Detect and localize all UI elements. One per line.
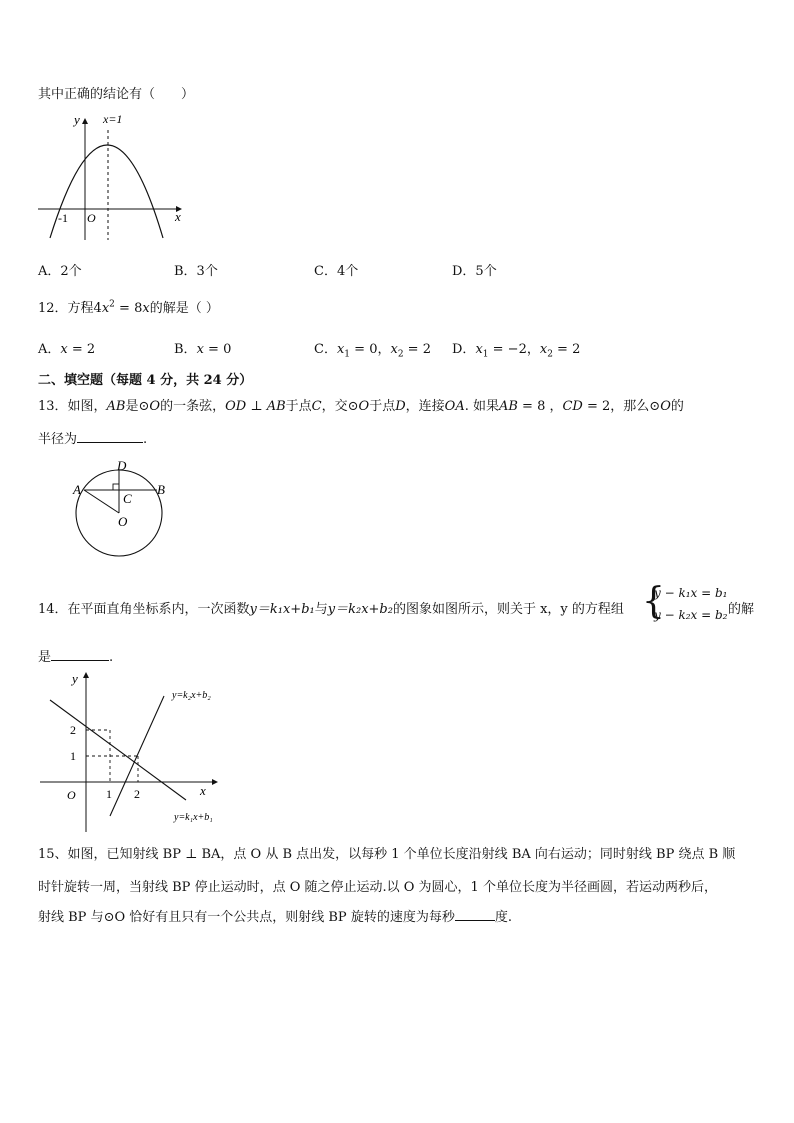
q11-option-d: D．5个 [452,264,497,279]
fig-label-o: O [118,514,128,529]
label-line-k1: y=k₁x+b₁ [174,812,213,823]
fig-label-d: D [117,458,127,473]
q13-circle-figure [64,456,174,566]
fig-label-b: B [157,482,165,497]
right-angle-mark [113,484,119,490]
y-axis-arrow-icon [82,118,88,124]
q14-linear-graph [36,668,226,836]
q14-stem-end: 的解 [728,602,755,617]
q13-answer-blank [77,430,143,443]
q15-line1: 15、如图，已知射线 BP ⊥ BA，点 O 从 B 点出发，以每秒 1 个单位长度沿射线 BA 向右运动；同时射线 BP 绕点 B 顺 [38,847,736,862]
q15-answer-blank [455,908,495,921]
q14-stem-line2: 是 . [38,650,114,665]
brace-icon: { [642,581,665,622]
q12-option-b: B．x = 0 [174,342,232,357]
fig-label-a: A [73,482,81,497]
q11-option-b: B．3个 [174,264,218,279]
q13-stem-line1: 13．如图，AB是⊙O的一条弦，OD ⊥ AB于点C，交⊙O于点D，连接OA. 如果AB = 8 ，CD = 2，那么⊙O的 [38,399,684,414]
q14-eq1: y − k₁x = b₁ [654,586,728,600]
q14-stem-line1: 14．在平面直角坐标系内，一次函数y＝k₁x+b₁与y＝k₂x+b₂的图象如图所示，则关于 x，y 的方程组 [38,602,624,617]
graph-neg-one-label: -1 [58,211,68,225]
q11-intro: 其中正确的结论有（ ） [38,87,195,102]
q15-line3: 射线 BP 与⊙O 恰好有且只有一个公共点，则射线 BP 旋转的速度为每秒 度. [38,910,512,925]
fig-label-c: C [123,491,132,506]
q12-option-d: D．$x_1 = -2$，$x_2 = 2$ [452,342,581,360]
tick-x-2: 2 [134,787,140,801]
q15-line2: 时针旋转一周，当射线 BP 停止运动时，点 O 随之停止运动.以 O 为圆心，1 个单位长度为半径画圆，若运动两秒后， [38,880,717,895]
graph-x-label: x [175,209,181,224]
q11-parabola-graph [30,108,200,248]
q14-eq2: y − k₂x = b₂ [654,608,728,622]
q12-option-a: A．x = 2 [38,342,96,357]
segment-oa [84,490,119,513]
y-axis-arrow-icon [83,672,89,678]
q11-option-a: A．2个 [38,264,82,279]
q12-option-c: C．$x_1 = 0$，$x_2 = 2$ [314,342,431,360]
graph-origin-label: O [67,788,76,802]
tick-y-2: 2 [70,723,76,737]
graph-y-label: y [72,671,78,686]
q11-option-c: C．4个 [314,264,359,279]
tick-y-1: 1 [70,749,76,763]
label-line-k2: y=k₂x+b₂ [172,690,211,701]
q14-answer-blank [51,648,109,661]
q12-stem: 12．方程$4x^2 = 8x$的解是（ ） [38,299,219,316]
q13-stem-line2: 半径为 . [38,432,148,447]
x-axis-arrow-icon [212,779,218,785]
graph-axis-line-label: x=1 [103,112,123,126]
section-title: 二、填空题（每题 4 分，共 24 分） [38,373,253,388]
graph-y-label: y [74,112,80,127]
tick-x-1: 1 [106,787,112,801]
graph-origin-label: O [87,211,96,225]
graph-x-label: x [200,783,206,798]
